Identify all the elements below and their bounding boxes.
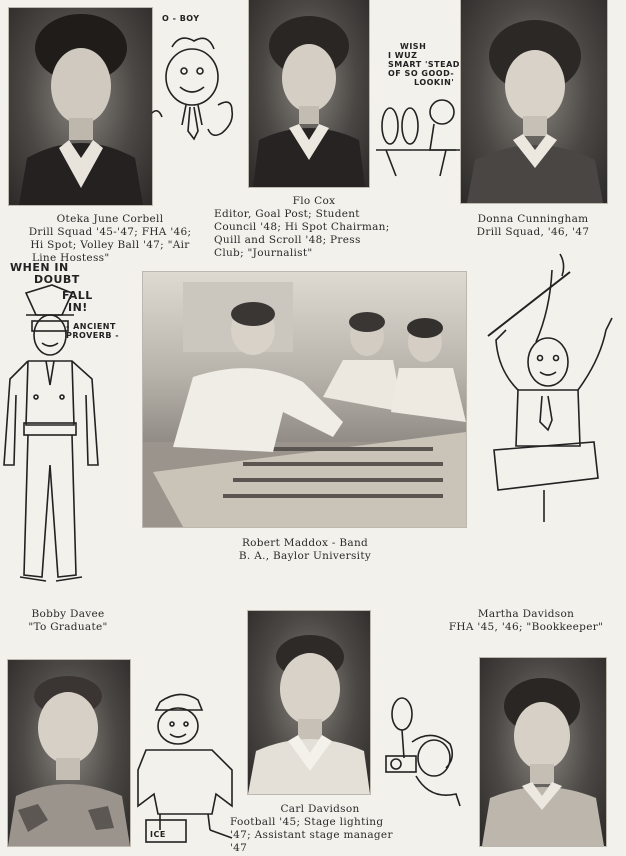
caption-carl-davidson [230, 803, 410, 855]
photo-bobby-davee [8, 660, 130, 846]
student-name: Flo Cox [292, 195, 336, 207]
student-activity-line: '47 [230, 842, 248, 854]
student-name: Donna Cunningham [477, 213, 589, 225]
student-activity-line: Drill Squad '45-'47; FHA '46; [28, 226, 192, 238]
sketch-ice-man-cartoon [136, 690, 242, 846]
sketch-o-boy-cartoon [152, 35, 244, 150]
student-activity-line: '47; Assistant stage manager [230, 829, 393, 841]
portrait-figure [8, 660, 130, 846]
student-activity-line: FHA '45, '46; "Bookkeeper" [448, 621, 604, 633]
caption-line: B. A., Baylor University [238, 550, 372, 562]
photo-carl-davidson [248, 611, 370, 794]
wish-line: WISH [400, 42, 427, 51]
portrait-figure [480, 658, 606, 846]
sketch-text-wish-smart [388, 42, 468, 87]
sketch-text-when-in-doubt [10, 262, 80, 286]
caption-bobby-davee [8, 608, 128, 634]
sketch-soldier-cartoon [2, 285, 108, 597]
student-activity-line: Line Hostess" [32, 252, 110, 264]
sketch-wish-smart-cartoon [376, 90, 462, 180]
wish-line: LOOKIN' [414, 78, 455, 87]
student-name: Bobby Davee [31, 608, 105, 620]
fall-in-line: FALL [62, 289, 93, 302]
portrait-figure [248, 611, 370, 794]
photo-robert-maddox-band [143, 272, 466, 527]
student-activity-line: Council '48; Hi Spot Chairman; [214, 221, 390, 233]
when-in-doubt-line: WHEN IN [10, 261, 69, 274]
student-activity-line: Football '45; Stage lighting [230, 816, 384, 828]
student-activity-line: Editor, Goal Post; Student [214, 208, 360, 220]
student-activity-line: Drill Squad, '46, '47 [476, 226, 590, 238]
sketch-text-ice: ICE [150, 830, 166, 839]
band-scene [143, 272, 466, 527]
caption-line: Robert Maddox - Band [241, 537, 369, 549]
photo-donna-cunningham [461, 0, 607, 203]
student-activity-line: "To Graduate" [28, 621, 108, 633]
when-in-doubt-line: DOUBT [34, 273, 80, 286]
sketch-camera-cartoon [380, 696, 464, 806]
sketch-band-conductor-cartoon [482, 250, 624, 522]
sketch-text-o-boy: O - BOY [162, 14, 200, 23]
student-activity-line: Quill and Scroll '48; Press [214, 234, 361, 246]
wish-line: I WUZ [388, 51, 418, 60]
portrait-figure [249, 0, 369, 187]
caption-martha-davidson [436, 608, 616, 634]
caption-robert-maddox [190, 537, 420, 563]
photo-oteka-corbell [9, 8, 152, 205]
wish-line: SMART 'STEAD [388, 60, 460, 69]
portrait-figure [9, 8, 152, 205]
student-activity-line: Club; "Journalist" [214, 247, 313, 259]
wish-line: OF SO GOOD- [388, 69, 455, 78]
student-activity-line: Hi Spot; Volley Ball '47; "Air [30, 239, 190, 251]
fall-in-line: IN! [68, 301, 88, 314]
portrait-figure [461, 0, 607, 203]
caption-donna-cunningham [458, 213, 608, 239]
photo-martha-davidson [480, 658, 606, 846]
photo-flo-cox [249, 0, 369, 187]
sketch-text-ancient-proverb: - ANCIENT PROVERB - [66, 322, 120, 340]
student-name: Carl Davidson [280, 803, 360, 815]
student-name: Oteka June Corbell [56, 213, 164, 225]
student-name: Martha Davidson [477, 608, 575, 620]
caption-flo-cox [214, 195, 414, 260]
caption-oteka-corbell [20, 213, 200, 265]
